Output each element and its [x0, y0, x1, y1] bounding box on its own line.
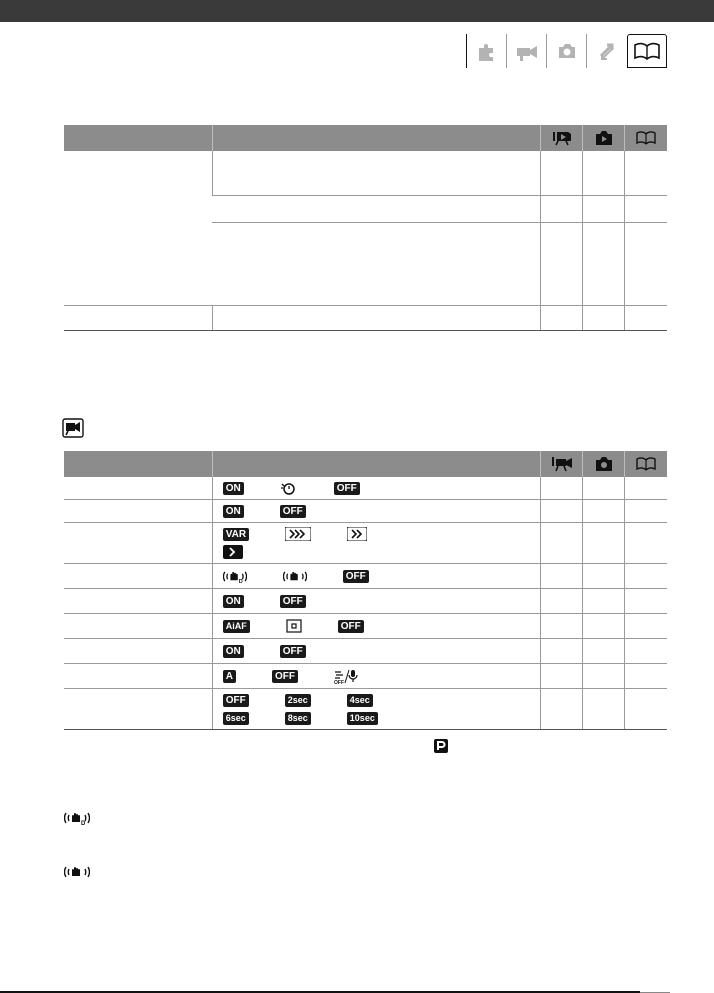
table-cell [625, 523, 667, 564]
fast-zoom-icon [285, 527, 311, 541]
setting-options-cell [212, 664, 541, 689]
table-cell [541, 689, 583, 730]
svg-text:D: D [238, 578, 243, 584]
option-line [223, 567, 541, 585]
table-cell [625, 477, 667, 500]
section-tabs [466, 34, 667, 68]
table-cell [583, 589, 625, 614]
option-badge: OFF [272, 670, 298, 683]
standard-is-icon [283, 569, 307, 584]
table-row [64, 614, 667, 639]
table-cell [625, 589, 667, 614]
center-point-icon [286, 619, 302, 633]
table-cell [625, 564, 667, 589]
camera-icon [594, 456, 614, 472]
playback-movie-icon [552, 130, 572, 146]
standard-is-icon [64, 864, 90, 880]
setting-options-cell [212, 639, 541, 664]
camera-settings-table [64, 451, 667, 730]
camcorder-icon [514, 40, 540, 62]
table-cell [583, 523, 625, 564]
dynamic-is-icon [64, 810, 90, 826]
table-row [64, 639, 667, 664]
setting-name-cell [64, 523, 212, 564]
book-icon [636, 131, 656, 145]
option-badge: ON [223, 595, 244, 608]
table-cell [583, 639, 625, 664]
setting-name-cell [64, 664, 212, 689]
setting-name-cell [64, 477, 212, 500]
playback-settings-table [64, 125, 667, 331]
option-badge: 8sec [285, 712, 311, 725]
option-badge: OFF [223, 694, 249, 707]
setting-name-cell [64, 639, 212, 664]
option-line [223, 525, 541, 543]
top-bar [0, 0, 714, 22]
setting-options-cell [212, 564, 541, 589]
dynamic-is-icon [223, 569, 247, 584]
option-line [223, 709, 541, 727]
tab-external-connections[interactable] [586, 34, 626, 68]
option-badge: 2sec [285, 694, 311, 707]
option-badge: OFF [334, 482, 360, 495]
wind-mic-icon [334, 669, 360, 684]
table-cell [625, 614, 667, 639]
option-badge: ON [223, 482, 244, 495]
table-row [64, 589, 667, 614]
table-cell [64, 151, 212, 306]
setting-name-cell [64, 564, 212, 589]
option-badge: 10sec [347, 712, 378, 725]
table-row [64, 500, 667, 523]
option-line [223, 667, 541, 685]
table-cell [583, 500, 625, 523]
option-badge: OFF [343, 570, 369, 583]
setting-options-cell [212, 614, 541, 639]
option-badge: OFF [338, 620, 364, 633]
tab-introduction[interactable] [466, 34, 506, 68]
tab-photos[interactable] [546, 34, 586, 68]
option-badge: ON [223, 645, 244, 658]
arrows-icon [595, 40, 619, 62]
setting-name-cell [64, 500, 212, 523]
table-cell [541, 664, 583, 689]
table-row [64, 689, 667, 730]
table-row [64, 151, 667, 196]
option-badge: OFF [280, 505, 306, 518]
table-cell [625, 689, 667, 730]
table-cell [541, 639, 583, 664]
svg-text:D: D [81, 821, 86, 826]
program-ae-icon [434, 739, 448, 753]
playback-photo-icon [594, 130, 614, 146]
option-badge: VAR [223, 528, 249, 541]
table-row [64, 664, 667, 689]
table-cell [583, 614, 625, 639]
table-cell [625, 664, 667, 689]
self-timer-icon [280, 481, 298, 495]
table-header [64, 125, 667, 151]
table-header [64, 451, 667, 477]
option-line [223, 592, 541, 610]
table-cell [625, 500, 667, 523]
option-badge: ON [223, 505, 244, 518]
table-cell [541, 589, 583, 614]
slow-zoom-icon [223, 545, 243, 559]
camera-menu-icon [62, 418, 86, 440]
camcorder-icon [551, 456, 573, 472]
table-cell [541, 477, 583, 500]
table-cell [541, 614, 583, 639]
table-row [64, 306, 667, 331]
option-badge: A [223, 670, 236, 683]
table-row [64, 477, 667, 500]
table-cell [541, 564, 583, 589]
svg-text:OFF: OFF [333, 679, 344, 684]
option-line [223, 543, 541, 561]
setting-options-cell [212, 477, 541, 500]
option-line [223, 642, 541, 660]
table-cell [541, 523, 583, 564]
setting-options-cell [212, 500, 541, 523]
option-badge: 4sec [347, 694, 373, 707]
option-badge: AiAF [223, 620, 250, 633]
option-badge: OFF [280, 595, 306, 608]
table-cell [541, 500, 583, 523]
table-row [64, 564, 667, 589]
table-cell [583, 564, 625, 589]
camera-icon [555, 40, 579, 62]
puzzle-icon [475, 40, 499, 62]
table-row [64, 523, 667, 564]
tab-video[interactable] [506, 34, 546, 68]
book-icon [632, 40, 662, 62]
table-cell [583, 664, 625, 689]
setting-options-cell [212, 523, 541, 564]
option-badge: OFF [280, 645, 306, 658]
setting-name-cell [64, 614, 212, 639]
setting-name-cell [64, 589, 212, 614]
option-line [223, 691, 541, 709]
table-cell [625, 639, 667, 664]
table-cell [583, 689, 625, 730]
option-line [223, 617, 541, 635]
option-line [223, 479, 541, 497]
option-badge: 6sec [223, 712, 249, 725]
setting-name-cell [64, 689, 212, 730]
normal-zoom-icon [347, 527, 367, 541]
book-icon [636, 457, 656, 471]
tab-additional-info[interactable] [627, 34, 667, 68]
setting-options-cell [212, 589, 541, 614]
option-line [223, 502, 541, 520]
setting-options-cell [212, 689, 541, 730]
table-cell [583, 477, 625, 500]
